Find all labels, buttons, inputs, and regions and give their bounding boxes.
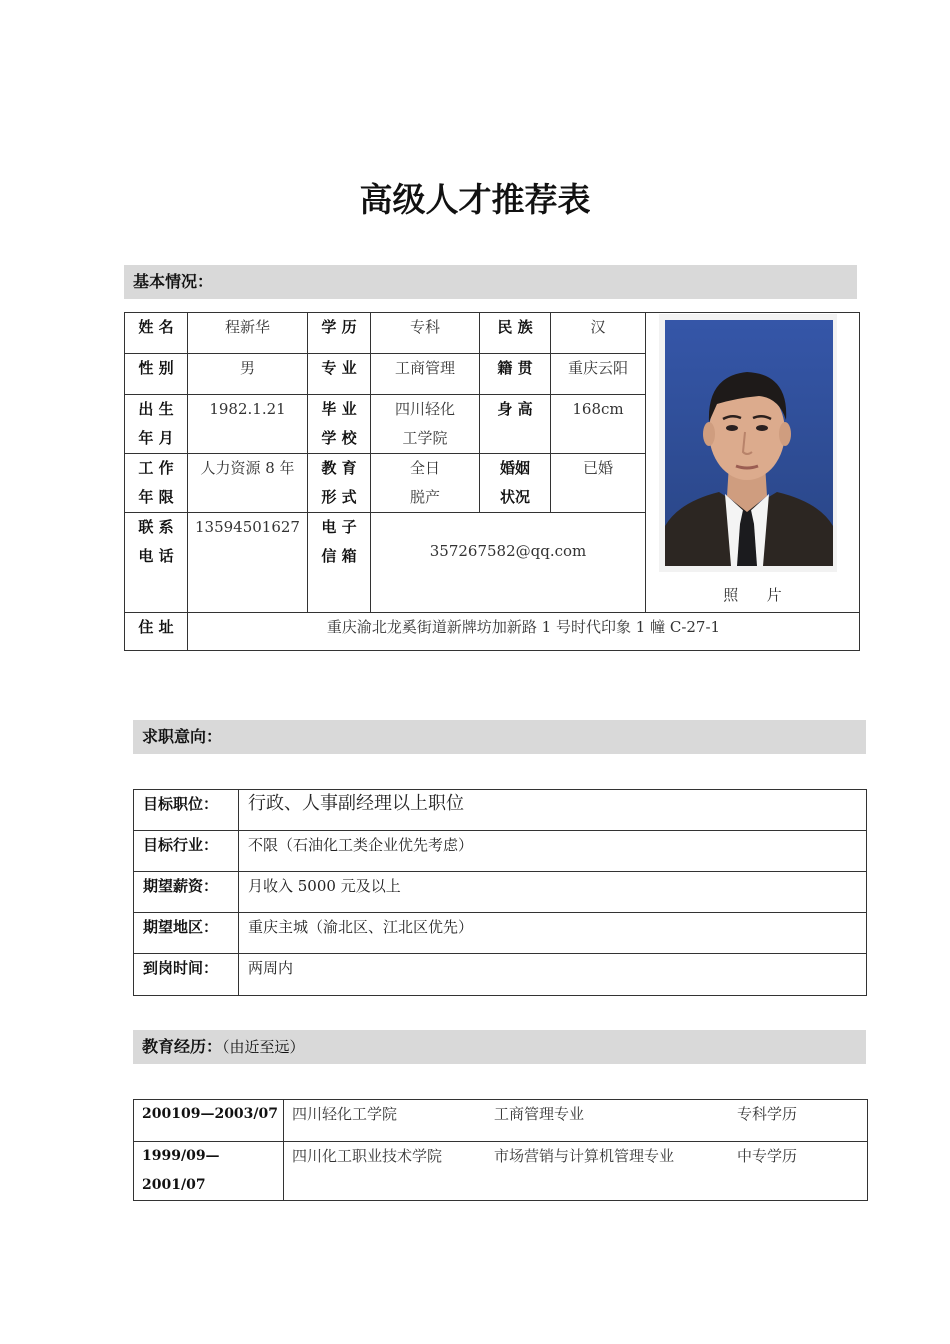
eduform-value-line2: 脱产 [409,488,440,506]
intent-label: 目标职位： [134,790,239,831]
marital-value: 已婚 [551,454,646,513]
edu-form-label [308,454,371,513]
work-label-line2: 年 限 [138,488,174,506]
intent-value: 月收入 5000 元及以上 [239,872,867,913]
photo-caption: 照 片 [723,586,782,604]
email-label [308,513,371,613]
ethnic-value: 汉 [551,313,646,354]
eduform-label-line2: 形 式 [321,488,357,506]
marital-label-line1: 婚姻 [499,459,530,477]
portrait-photo [659,314,837,572]
intent-value: 行政、人事副经理以上职位 [239,790,867,831]
marital-label [480,454,551,513]
page-title: 高级人才推荐表 [359,180,591,219]
eduform-value-line1: 全日 [409,459,440,477]
address-value: 重庆渝北龙奚街道新牌坊加新路 1 号时代印象 1 幢 C-27-1 [188,613,860,651]
section-basic-header [124,265,857,299]
work-years-label [125,454,188,513]
phone-label [125,513,188,613]
name-value: 程新华 [188,313,308,354]
edu-period: 200109—2003/07 [134,1100,284,1142]
birth-value: 1982.1.21 [188,395,308,454]
native-value: 重庆云阳 [551,354,646,395]
intent-value: 重庆主城（渝北区、江北区优先） [239,913,867,954]
phone-value: 13594501627 [188,513,308,613]
edu-form-value [371,454,480,513]
height-label: 身 高 [480,395,551,454]
edu-major: 工商管理专业 [494,1105,585,1123]
birth-label-line2: 年 月 [138,429,174,447]
phone-label-line1: 联 系 [138,518,174,536]
birth-label [125,395,188,454]
intent-value: 不限（石油化工类企业优先考虑） [239,831,867,872]
intent-value: 两周内 [239,954,867,996]
edu-info [284,1142,868,1201]
edu-school: 四川化工职业技术学院 [292,1147,443,1165]
native-label: 籍 贯 [480,354,551,395]
section-education-header [133,1030,866,1064]
marital-label-line2: 状况 [499,488,530,506]
major-value: 工商管理 [371,354,480,395]
email-label-line2: 信 箱 [321,547,357,565]
intent-label: 期望薪资： [134,872,239,913]
section-basic-title: 基本情况： [133,272,214,291]
education-table [133,1099,868,1201]
email-label-line1: 电 子 [321,518,357,536]
work-years-value: 人力资源 8 年 [188,454,308,513]
edu-degree: 专科学历 [737,1105,798,1123]
gender-value: 男 [188,354,308,395]
edu-school: 四川轻化工学院 [292,1105,398,1123]
gender-label: 性 别 [125,354,188,395]
school-label [308,395,371,454]
basic-info-table [124,312,860,651]
section-intent-header [133,720,866,754]
photo-cell [646,313,860,613]
name-label: 姓 名 [125,313,188,354]
intent-label: 到岗时间： [134,954,239,996]
ethnic-label: 民 族 [480,313,551,354]
school-value [371,395,480,454]
school-label-line1: 毕 业 [321,400,357,418]
edu-major: 市场营销与计算机管理专业 [494,1147,675,1165]
edu-period: 1999/09—2001/07 [134,1142,284,1201]
phone-label-line2: 电 话 [138,547,174,565]
intent-label: 期望地区： [134,913,239,954]
school-label-line2: 学 校 [321,429,357,447]
job-intent-table [133,789,867,996]
school-value-line2: 工学院 [402,429,448,447]
intent-label: 目标行业： [134,831,239,872]
work-label-line1: 工 作 [138,459,174,477]
edu-value: 专科 [371,313,480,354]
eduform-label-line1: 教 育 [321,459,357,477]
birth-label-line1: 出 生 [138,400,174,418]
edu-label: 学 历 [308,313,371,354]
major-label: 专 业 [308,354,371,395]
school-value-line1: 四川轻化 [394,400,455,418]
edu-info [284,1100,868,1142]
section-intent-title: 求职意向： [142,727,223,746]
email-value: 357267582@qq.com [371,513,646,613]
section-education-note: （由近至远） [222,1038,305,1056]
edu-degree: 中专学历 [737,1147,798,1165]
height-value: 168cm [551,395,646,454]
section-education-title: 教育经历： [142,1037,223,1056]
address-label: 住 址 [125,613,188,651]
